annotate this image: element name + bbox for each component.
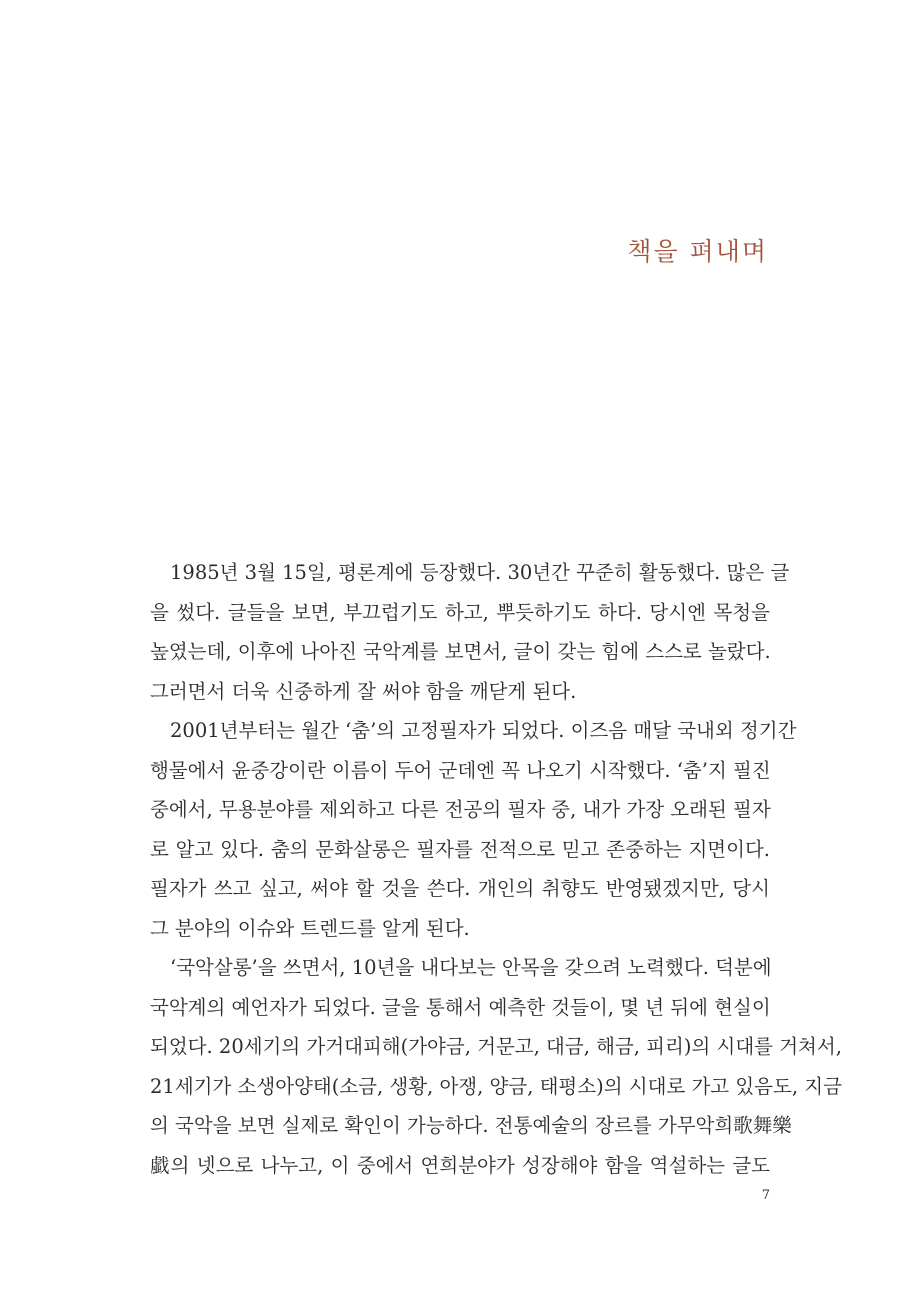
text-line: 되었다. 20세기의 가거대피해(가야금, 거문고, 대금, 해금, 피리)의 시대를 거쳐서, xyxy=(150,1035,842,1058)
text-line: 1985년 3월 15일, 평론계에 등장했다. 30년간 꾸준히 활동했다. 많은 글 xyxy=(170,561,790,584)
text-line: 의 국악을 보면 실제로 확인이 가능하다. 전통예술의 장르를 가무악희歌舞樂 xyxy=(150,1114,792,1137)
text-line: 국악계의 예언자가 되었다. 글을 통해서 예측한 것들이, 몇 년 뒤에 현실이 xyxy=(150,995,771,1019)
text-line: 2001년부터는 월간 ‘춤’의 고정필자가 되었다. 이즈음 매달 국내외 정기간 xyxy=(170,719,797,742)
text-line: ‘국악살롱’을 쓰면서, 10년을 내다보는 안목을 갖으려 노력했다. 덕분에 xyxy=(170,956,772,979)
text-line: 그 분야의 이슈와 트렌드를 알게 된다. xyxy=(150,916,470,940)
paragraph-1 xyxy=(150,553,790,711)
paragraph-3 xyxy=(150,948,842,1185)
page-number: 7 xyxy=(761,1188,770,1203)
text-line: 을 썼다. 글들을 보면, 부끄럽기도 하고, 뿌듯하기도 하다. 당시엔 목청을 xyxy=(150,600,770,624)
text-line: 21세기가 소생아양태(소금, 생황, 아쟁, 양금, 태평소)의 시대로 가고 있음도, 지금 xyxy=(150,1074,842,1098)
text-line: 로 알고 있다. 춤의 문화살롱은 필자를 전적으로 믿고 존중하는 지면이다. xyxy=(150,837,770,861)
chapter-title: 책을 펴내며 xyxy=(627,237,768,266)
text-line: 그러면서 더욱 신중하게 잘 써야 함을 깨닫게 된다. xyxy=(150,679,577,703)
paragraph-2 xyxy=(150,711,797,948)
text-line: 필자가 쓰고 싶고, 써야 할 것을 쓴다. 개인의 취향도 반영됐겠지만, 당시 xyxy=(150,877,770,900)
text-line: 중에서, 무용분야를 제외하고 다른 전공의 필자 중, 내가 가장 오래된 필자 xyxy=(150,798,771,821)
body-text xyxy=(150,553,842,1185)
text-line: 행물에서 윤중강이란 이름이 두어 군데엔 꼭 나오기 시작했다. ‘춤’지 필진 xyxy=(150,758,771,782)
text-line: 戱의 넷으로 나누고, 이 중에서 연희분야가 성장해야 함을 역설하는 글도 xyxy=(150,1153,770,1177)
text-line: 높였는데, 이후에 나아진 국악계를 보면서, 글이 갖는 힘에 스스로 놀랐다. xyxy=(150,640,771,663)
